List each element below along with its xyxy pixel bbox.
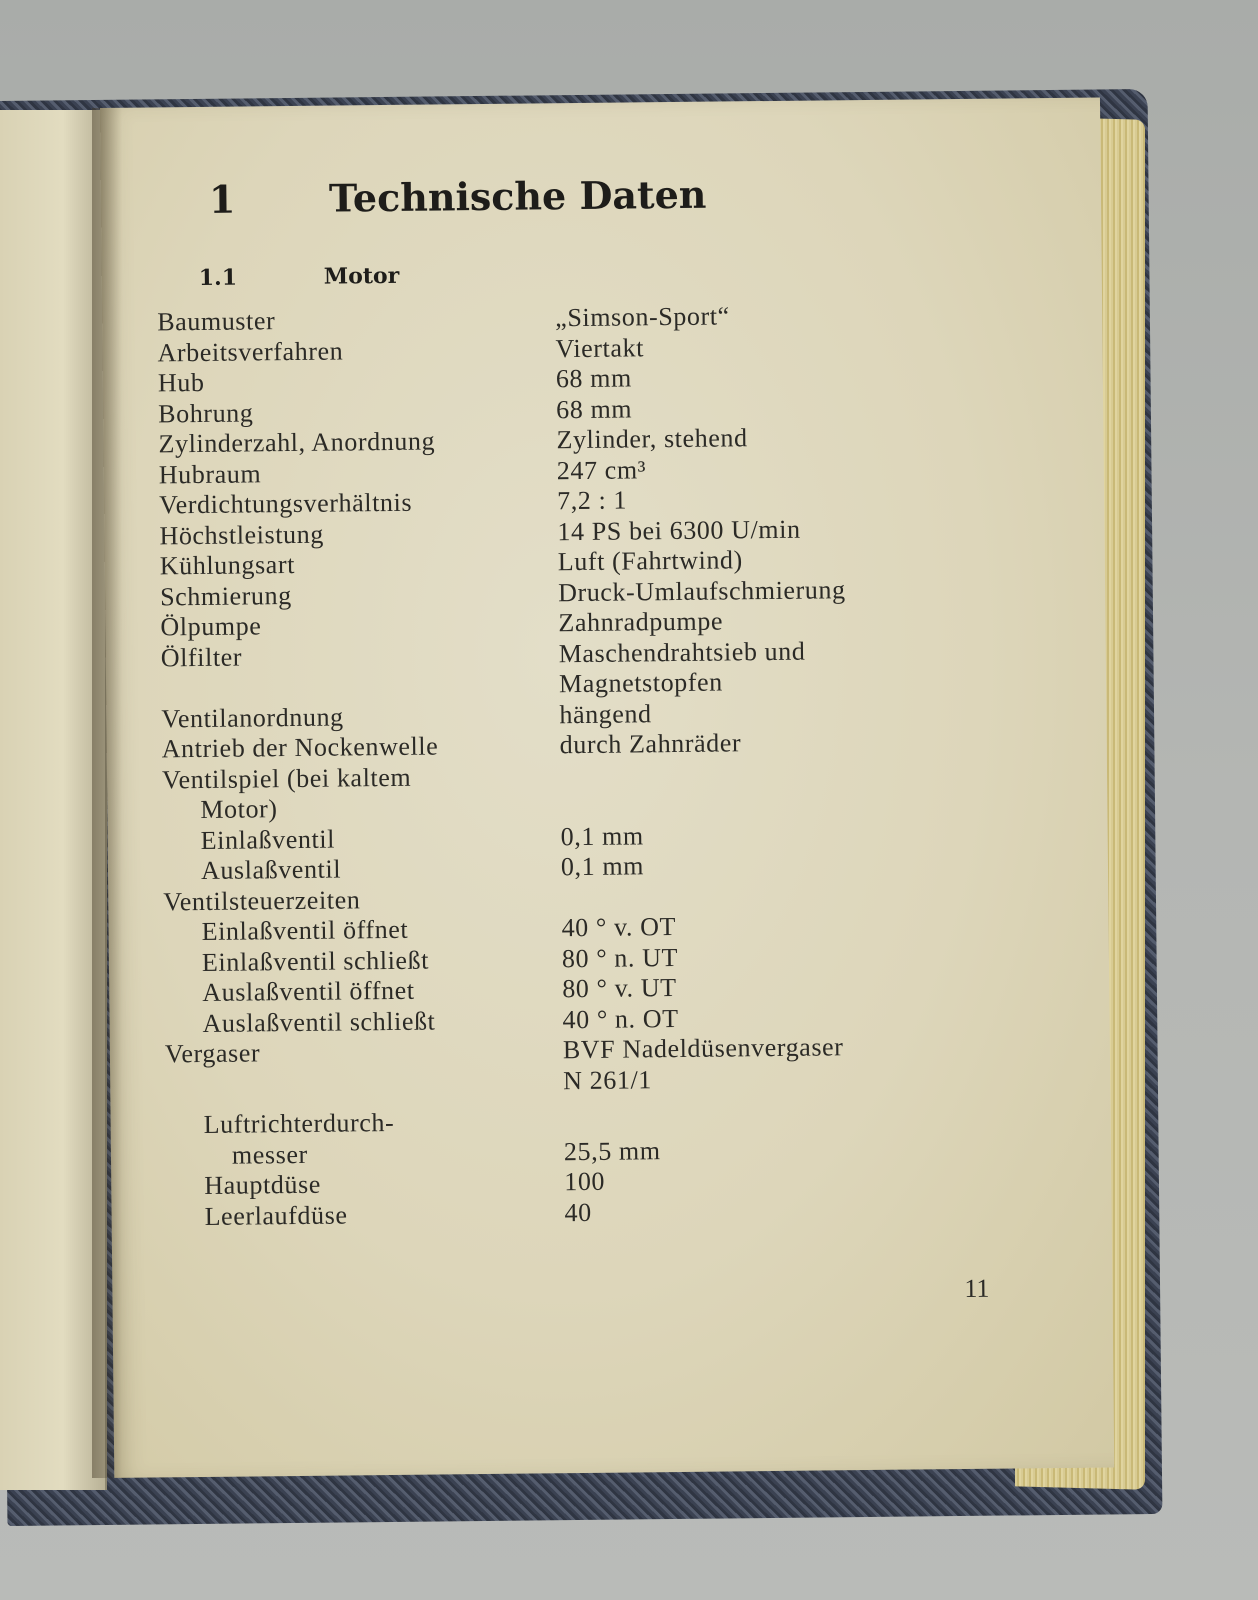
spec-value: 80 ° v. UT	[562, 973, 677, 1004]
spec-label: Motor)	[200, 794, 278, 824]
spec-value: durch Zahnräder	[559, 728, 742, 760]
spec-label: Hubraum	[158, 458, 262, 489]
spec-label: Zylinderzahl, Anordnung	[158, 426, 436, 459]
spec-value	[560, 786, 1042, 822]
spec-value: Luft (Fahrtwind)	[557, 545, 743, 577]
chapter-heading	[209, 172, 707, 222]
spec-label: Auslaßventil öffnet	[202, 975, 415, 1007]
spec-value: Maschendrahtsieb und	[558, 636, 806, 668]
spec-value: 40 ° v. OT	[561, 912, 677, 943]
spec-table	[157, 298, 1047, 1232]
spec-value	[563, 1101, 1045, 1137]
spec-value: Zylinder, stehend	[556, 423, 748, 455]
book-page	[100, 98, 1114, 1478]
spec-label: Bohrung	[158, 397, 254, 428]
spec-label: Ölpumpe	[160, 611, 262, 642]
spec-label: Luftrichterdurch-	[203, 1107, 395, 1139]
spec-label: Hauptdüse	[204, 1169, 322, 1200]
spec-value: 25,5 mm	[563, 1135, 661, 1166]
spec-value: 68 mm	[556, 393, 633, 424]
page-number: 11	[964, 1273, 990, 1304]
spec-label: Auslaßventil	[200, 854, 342, 885]
spec-label: Einlaßventil öffnet	[201, 914, 409, 946]
spec-label: Arbeitsverfahren	[157, 335, 344, 367]
section-number: 1.1	[198, 264, 238, 291]
spec-value: 40	[564, 1197, 592, 1227]
spec-value: Druck-Umlaufschmierung	[557, 574, 846, 607]
spec-value: hängend	[559, 698, 652, 729]
spine-shadow	[92, 108, 122, 1478]
chapter-title: Technische Daten	[328, 171, 707, 221]
spec-value: N 261/1	[563, 1064, 653, 1095]
chapter-number: 1	[208, 176, 236, 222]
section-title: Motor	[323, 262, 400, 290]
spec-label: Höchstleistung	[159, 519, 325, 550]
section-heading	[199, 263, 400, 291]
spec-value: Zahnradpumpe	[558, 606, 724, 638]
spec-value: BVF Nadeldüsenvergaser	[562, 1032, 844, 1065]
spec-label	[165, 1066, 563, 1101]
spec-value: 0,1 mm	[560, 820, 644, 851]
spec-label: Verdichtungsverhältnis	[159, 487, 413, 520]
spec-value: „Simson-Sport“	[555, 301, 730, 333]
spec-label: Ventilsteuerzeiten	[163, 884, 361, 916]
spec-label: Hub	[157, 367, 205, 398]
spec-label: Vergaser	[164, 1038, 261, 1069]
spec-label: Ölfilter	[160, 642, 243, 672]
spec-value: 14 PS bei 6300 U/min	[557, 514, 801, 546]
spec-value: 80 ° n. UT	[561, 942, 679, 973]
spec-value: Magnetstopfen	[558, 667, 723, 699]
spec-value: 7,2 : 1	[556, 485, 628, 516]
spec-value: 247 cm³	[556, 454, 647, 485]
spec-value: 40 ° n. OT	[562, 1003, 679, 1034]
spec-label	[161, 669, 559, 704]
spec-value	[560, 756, 1042, 792]
spec-value: Viertakt	[555, 332, 645, 363]
spec-label: Einlaßventil schließt	[201, 945, 430, 977]
spec-value: 68 mm	[555, 363, 632, 394]
spec-label: Antrieb der Nockenwelle	[161, 731, 439, 764]
spec-value: 0,1 mm	[560, 851, 645, 882]
spec-label: Auslaßventil schließt	[202, 1006, 436, 1038]
spec-value	[561, 878, 1043, 914]
spec-value: 100	[564, 1166, 606, 1197]
spec-label: Ventilspiel (bei kaltem	[161, 762, 412, 794]
spec-label: Kühlungsart	[159, 549, 296, 581]
left-page	[0, 110, 107, 1490]
spec-label: Einlaßventil	[200, 824, 336, 855]
spec-label: Baumuster	[157, 306, 276, 337]
spec-label: Ventilanordnung	[161, 701, 344, 733]
spec-label: Leerlaufdüse	[204, 1199, 348, 1231]
spec-label: messer	[231, 1139, 308, 1170]
spec-label: Schmierung	[159, 580, 292, 611]
